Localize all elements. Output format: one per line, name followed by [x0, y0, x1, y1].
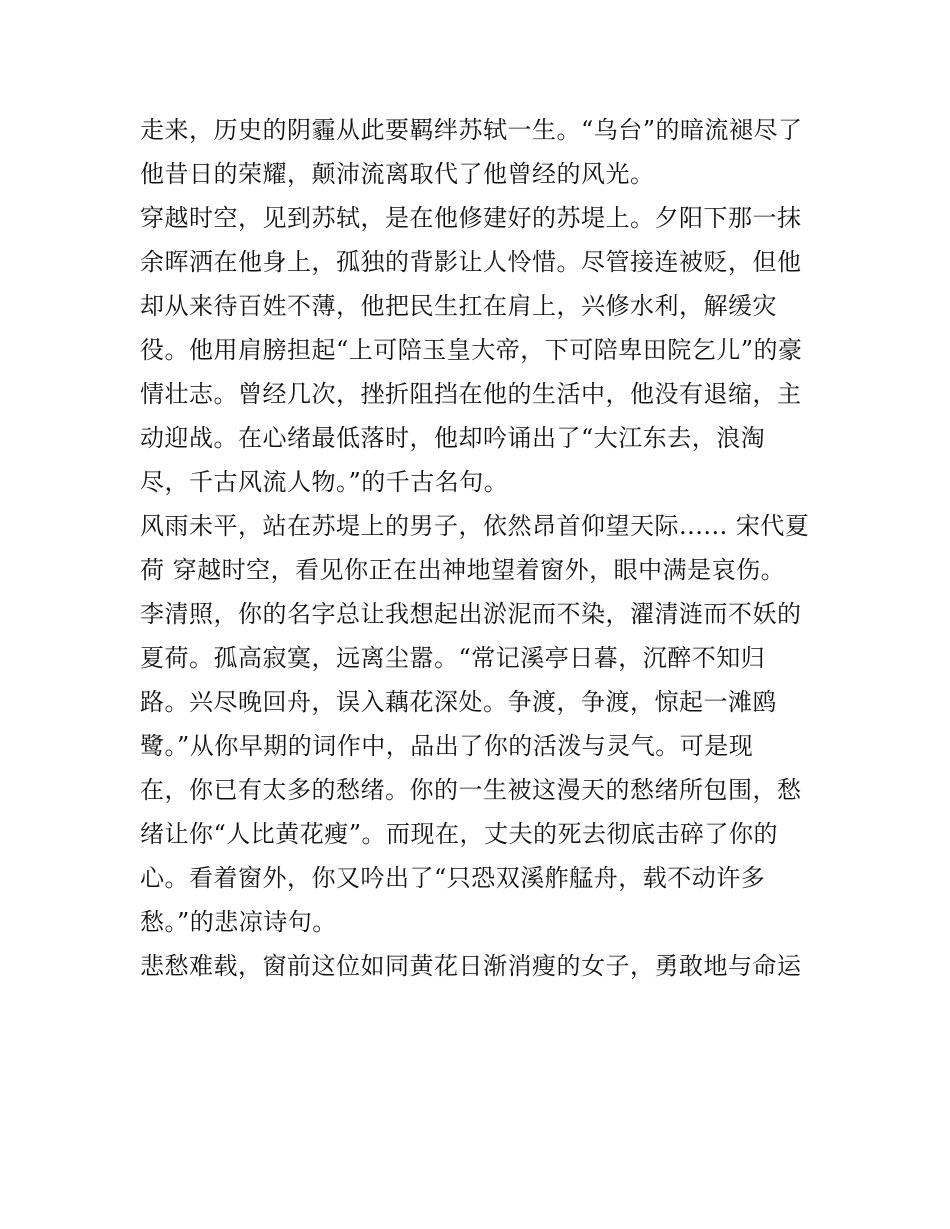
text-line: 荷 穿越时空，看见你正在出神地望着窗外，眼中满是哀伤。: [140, 556, 786, 584]
text-line: 情壮志。曾经几次，挫折阻挡在他的生活中，他没有退缩，主: [140, 380, 802, 408]
text-line: 绪让你“人比黄花瘦”。而现在，丈夫的死去彻底击碎了你的: [140, 820, 779, 848]
text-line: 在，你已有太多的愁绪。你的一生被这漫天的愁绪所包围，愁: [140, 776, 802, 804]
text-line: 夏荷。孤高寂寞，远离尘嚣。“常记溪亭日暮，沉醉不知归: [140, 644, 766, 672]
text-line: 穿越时空，见到苏轼，是在他修建好的苏堤上。夕阳下那一抹: [140, 204, 802, 232]
text-line: 役。他用肩膀担起“上可陪玉皇大帝，下可陪卑田院乞儿”的豪: [140, 336, 803, 364]
text-line: 走来，历史的阴霾从此要羁绊苏轼一生。“乌台”的暗流褪尽了: [140, 116, 803, 144]
text-line: 尽，千古风流人物。”的千古名句。: [140, 468, 509, 496]
text-line: 路。兴尽晚回舟，误入藕花深处。争渡，争渡，惊起一滩鸥: [140, 688, 777, 716]
text-line: 李清照，你的名字总让我想起出淤泥而不染，濯清涟而不妖的: [140, 600, 802, 628]
essay-body: [140, 108, 830, 988]
text-line: 愁。”的悲凉诗句。: [140, 908, 337, 936]
text-line: 余晖洒在他身上，孤独的背影让人怜惜。尽管接连被贬，但他: [140, 248, 802, 276]
text-line: 鹭。”从你早期的词作中，品出了你的活泼与灵气。可是现: [140, 732, 754, 760]
text-line: 动迎战。在心绪最低落时，他却吟诵出了“大江东去，浪淘: [140, 424, 766, 452]
text-line: 悲愁难载，窗前这位如同黄花日渐消瘦的女子，勇敢地与命运: [140, 952, 802, 980]
text-line: 却从来待百姓不薄，他把民生扛在肩上，兴修水利，解缓灾: [140, 292, 777, 320]
text-line: 他昔日的荣耀，颠沛流离取代了他曾经的风光。: [140, 160, 655, 188]
text-line: 心。看着窗外，你又吟出了“只恐双溪舴艋舟，载不动许多: [140, 864, 766, 892]
text-line: 风雨未平，站在苏堤上的男子，依然昂首仰望天际...... 宋代夏: [140, 512, 810, 540]
